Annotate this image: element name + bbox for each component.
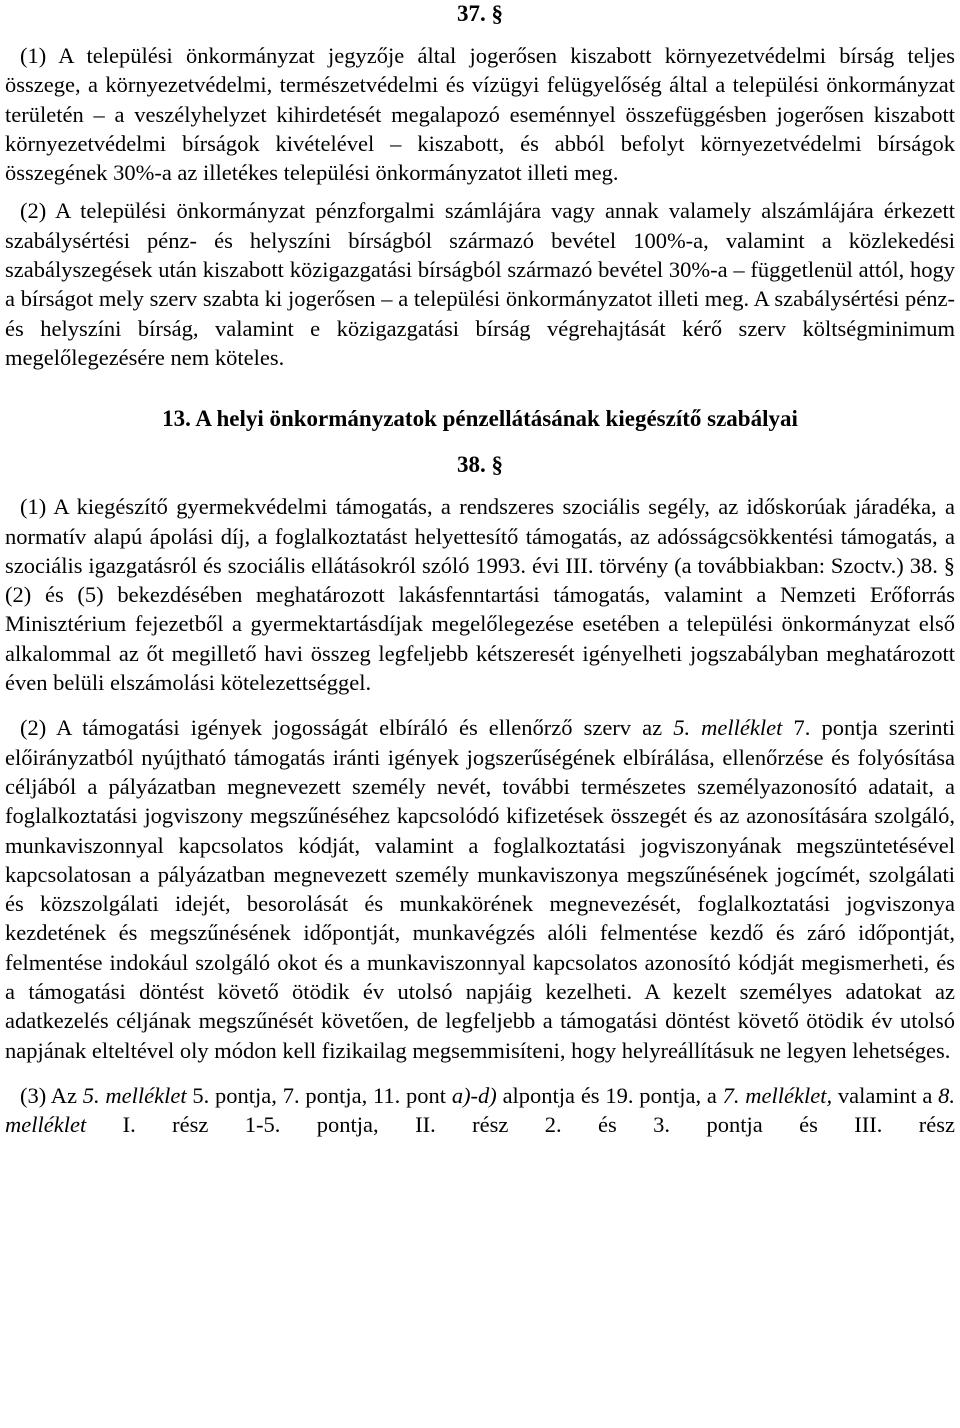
- section-38-paragraph-2: [5, 713, 955, 1065]
- section-37-paragraph-1: (1) A települési önkormányzat jegyzője által jogerősen kiszabott környezetvédelmi bírság teljes összege, a környezetvédelmi, természetvédelmi és vízügyi felügyelőség által a települési önkormányzat területén – a veszélyhelyzet kihirdetését megalapozó eseménnyel összefüggésben jogerősen kiszabott környezetvédelmi bírságok kivételével – kiszabott, és abból befolyt környezetvédelmi bírságok összegének 30%-a az illetékes települési önkormányzatot illeti meg.: [5, 43, 955, 186]
- paragraph-2-text-rest: 7. pontja szerinti előirányzatból nyújtható támogatás iránti igények jogszerűségének elbírálása, ellenőrzése és folyósítása céljából a pályázatban megnevezett személy nevét, további természetes személyazonosító adatait, a foglalkoztatási jogviszony megszűnéséhez kapcsolódó kifizetések összegét és az azonosítására szolgáló, munkaviszonnyal kapcsolatos kódját, valamint a foglalkoztatási jogviszonyának megszüntetésével kapcsolatosan a pályázatban megnevezett személy munkaviszonya megszűnésének jogcímét, szolgálati és közszolgálati idejét, besorolását és munkakörének megnevezését, foglalkoztatási jogviszonya kezdetének és megszűnésének időpontját, munkavégzés alóli felmentése kezdő és záró időpontját, felmentése indokául szolgáló okot és a munkaviszonnyal kapcsolatos azonosító kódját megismerheti, és a támogatási döntést követő ötödik év utolsó napjáig kezelheti. A kezelt személyes adatokat az adatkezelés céljának megszűnését követően, de legfeljebb a támogatási döntést követő ötödik év utolsó napjának elteltével oly módon kell fizikailag megsemmisíteni, hogy helyreállításuk ne legyen lehetséges.: [5, 715, 956, 1063]
- chapter-13-heading: 13. A helyi önkormányzatok pénzellátásának kiegészítő szabályai: [162, 406, 798, 432]
- paragraph-3-text-4: valamint a: [832, 1082, 939, 1108]
- section-38-paragraph-3: [5, 1081, 955, 1140]
- section-38-heading: 38. §: [457, 452, 503, 478]
- section-37-heading: 37. §: [457, 1, 503, 26]
- section-38-paragraph-1: (1) A kiegészítő gyermekvédelmi támogatás, a rendszeres szociális segély, az időskorúak járadéka, a normatív alapú ápolási díj, a foglalkoztatást helyettesítő támogatás, az adósságcsökkentési támogatás, a szociális igazgatásról és szociális ellátásokról szóló 1993. évi III. törvény (a továbbiakban: Szoctv.) 38. § (2) és (5) bekezdésében meghatározott lakásfenntartási támogatás, valamint a Nemzeti Erőforrás Minisztérium fejezetből a gyermektartásdíjak megelőlegezése esetében a települési önkormányzat első alkalommal az őt megillető havi összeg legfeljebb kétszeresét igényelheti jogszabályban meghatározott éven belüli elszámolási kötelezettséggel.: [5, 494, 955, 696]
- subpoint-range: a)-d): [451, 1082, 497, 1108]
- annex-7-reference: 7. melléklet,: [722, 1082, 833, 1108]
- paragraph-2-text-start: (2) A támogatási igények jogosságát elbíráló és ellenőrző szerv az: [20, 715, 674, 741]
- annex-8-reference: 8. melléklet: [5, 1082, 956, 1138]
- paragraph-3-text-1: (3) Az: [20, 1082, 83, 1108]
- paragraph-3-text-3: alpontja és 19. pontja, a: [496, 1082, 723, 1108]
- section-37-paragraph-2: (2) A települési önkormányzat pénzforgalmi számlájára vagy annak valamely alszámlájára érkezett szabálysértési pénz- és helyszíni bírságból származó bevétel 100%-a, valamint a közlekedési szabályszegések után kiszabott közigazgatási bírságból származó bevétel 30%-a – függetlenül attól, hogy a bírságot mely szerv szabta ki jogerősen – a települési önkormányzatot illeti meg. A szabálysértési pénz- és helyszíni bírság, valamint e közigazgatási bírság végrehajtását kérő szerv költségminimum megelőlegezésére nem köteles.: [5, 198, 955, 370]
- paragraph-3-text-5: I. rész 1-5. pontja, II. rész 2. és 3. pontja és III. rész: [86, 1112, 955, 1138]
- annex-5-reference: 5. melléklet: [673, 715, 783, 741]
- document-page: [5, 0, 955, 1140]
- annex-5-reference-2: 5. melléklet: [82, 1082, 187, 1108]
- paragraph-3-text-2: 5. pontja, 7. pontja, 11. pont: [186, 1082, 452, 1108]
